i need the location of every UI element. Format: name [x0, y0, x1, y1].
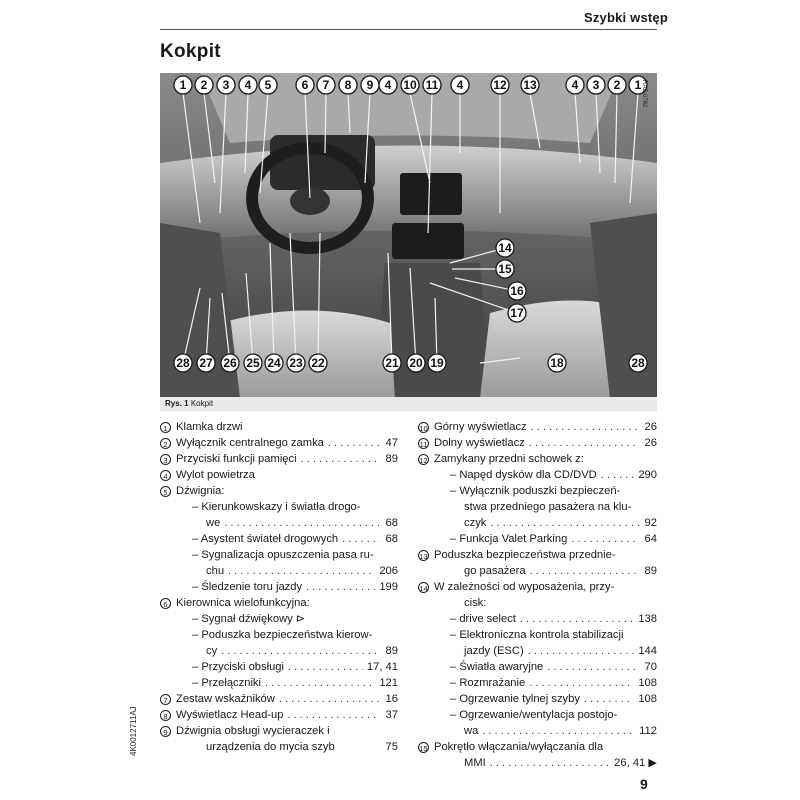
legend-text: urządzenia do mycia szyb [206, 741, 335, 753]
leader-dots [287, 707, 380, 723]
leader-dots [601, 467, 635, 483]
callout-8: 8 [344, 78, 352, 92]
leader-dots [306, 579, 375, 595]
legend-number-circle: 14 [419, 583, 428, 593]
leader-dots [584, 691, 634, 707]
legend-text: Przyciski funkcji pamięci [176, 453, 297, 465]
legend-right-column [418, 419, 657, 771]
legend-row [160, 515, 398, 531]
legend-row [418, 483, 657, 499]
legend-text: Klamka drzwi [176, 421, 243, 433]
callout-7: 7 [322, 78, 330, 92]
legend-page-ref: 199 [379, 581, 398, 593]
legend-row [418, 547, 657, 563]
section-header: Szybki wstęp [583, 10, 668, 25]
legend-number-circle: 11 [419, 439, 428, 449]
callout-17: 17 [510, 306, 524, 320]
legend-number [160, 691, 176, 707]
callout-21: 21 [385, 356, 399, 370]
page-number: 9 [640, 776, 648, 792]
legend-page-ref: 108 [638, 693, 657, 705]
legend-text: cisk: [464, 597, 487, 609]
leader-dots [547, 659, 639, 675]
legend-row [418, 451, 657, 467]
legend-row [160, 483, 398, 499]
callout-15: 15 [498, 262, 512, 276]
callout-22: 22 [311, 356, 325, 370]
legend-left-column [160, 419, 398, 755]
legend-number-circle: 13 [419, 551, 428, 561]
legend-number-circle: 7 [160, 694, 171, 705]
legend-text: MMI [464, 757, 486, 769]
callout-12: 12 [493, 78, 507, 92]
legend-row [418, 707, 657, 723]
legend-row [418, 499, 657, 515]
callout-4b: 4 [384, 78, 392, 92]
leader-dots [328, 435, 380, 451]
legend-page-ref: 47 [385, 437, 398, 449]
legend-row [160, 451, 398, 467]
legend-number [160, 467, 176, 483]
legend-page-ref: 206 [379, 565, 398, 577]
callout-1b: 1 [634, 78, 642, 92]
callout-11: 11 [425, 78, 439, 92]
cockpit-figure [160, 73, 657, 398]
legend-text: stwa przedniego pasażera na klu- [464, 501, 632, 513]
legend-row [160, 531, 398, 547]
legend-text: czyk [464, 517, 487, 529]
legend-text: Wylot powietrza [176, 469, 255, 481]
legend-number [418, 579, 434, 595]
leader-dots [571, 531, 639, 547]
legend-text: jazdy (ESC) [464, 645, 524, 657]
legend-row [418, 595, 657, 611]
legend-text: Zamykany przedni schowek z: [434, 453, 584, 465]
legend-row [160, 739, 398, 755]
document-code: 4K0012711AJ [129, 706, 138, 756]
legend-page-ref: 16 [385, 693, 398, 705]
legend-row [160, 643, 398, 659]
callout-14: 14 [498, 241, 512, 255]
legend-text: – Asystent świateł drogowych [192, 533, 339, 545]
legend-text: – Poduszka bezpieczeństwa kierow- [192, 629, 373, 641]
legend-page-ref: 26 [644, 437, 657, 449]
legend-text: – drive select [450, 613, 516, 625]
legend-page-ref: 89 [385, 453, 398, 465]
legend-row [160, 723, 398, 739]
legend-number-circle: 1 [160, 422, 171, 433]
legend-text: – Wyłącznik poduszki bezpieczeń- [450, 485, 621, 497]
legend-row [160, 707, 398, 723]
legend-row [418, 531, 657, 547]
legend-row [418, 739, 657, 755]
legend-page-ref: 26 [644, 421, 657, 433]
legend-text: – Ogrzewanie tylnej szyby [450, 693, 580, 705]
legend-number [418, 739, 434, 755]
callout-2b: 2 [613, 78, 621, 92]
legend-row [160, 419, 398, 435]
callout-19: 19 [430, 356, 444, 370]
callout-20: 20 [409, 356, 423, 370]
leader-dots [221, 643, 380, 659]
legend-row [160, 691, 398, 707]
legend-page-ref: 89 [385, 645, 398, 657]
legend-page-ref: 89 [644, 565, 657, 577]
callout-1: 1 [179, 78, 187, 92]
callout-4: 4 [244, 78, 252, 92]
legend-number [160, 435, 176, 451]
legend-page-ref: 290 [638, 469, 657, 481]
legend-page-ref: 68 [385, 517, 398, 529]
leader-dots [265, 675, 375, 691]
legend-number-circle: 6 [160, 598, 171, 609]
legend-text: – Funkcja Valet Parking [450, 533, 568, 545]
legend-number-circle: 15 [419, 743, 428, 753]
leader-dots [224, 515, 380, 531]
legend-page-ref: 92 [644, 517, 657, 529]
legend-number-circle: 3 [160, 454, 171, 465]
legend-row [418, 643, 657, 659]
legend-text: Poduszka bezpieczeństwa przednie- [434, 549, 616, 561]
legend-page-ref: 112 [639, 725, 657, 737]
legend-number [160, 483, 176, 499]
legend-number [160, 707, 176, 723]
leader-dots [490, 515, 639, 531]
legend-row [418, 755, 657, 771]
legend-number [160, 451, 176, 467]
legend-row [160, 627, 398, 643]
callout-10: 10 [403, 78, 417, 92]
callout-4d: 4 [571, 78, 579, 92]
legend-row [160, 563, 398, 579]
leader-dots [228, 563, 375, 579]
callout-23: 23 [289, 356, 303, 370]
legend-row [418, 659, 657, 675]
leader-dots [482, 723, 635, 739]
callout-27: 27 [199, 356, 213, 370]
legend-text: Dźwignia: [176, 485, 225, 497]
callout-28b: 28 [631, 356, 645, 370]
callout-25: 25 [246, 356, 260, 370]
legend-text: – Przełączniki [192, 677, 262, 689]
legend-text: – Śledzenie toru jazdy [192, 581, 303, 593]
callout-3: 3 [222, 78, 230, 92]
legend-text: – Kierunkowskazy i światła drogo- [192, 501, 361, 513]
legend-number [418, 451, 434, 467]
callout-2: 2 [200, 78, 208, 92]
legend-text: Wyświetlacz Head-up [176, 709, 284, 721]
callout-4c: 4 [456, 78, 464, 92]
leader-dots [530, 563, 639, 579]
legend-number-circle: 4 [160, 470, 171, 481]
leader-dots [301, 451, 380, 467]
legend-number-circle: 5 [160, 486, 171, 497]
legend-row [160, 611, 398, 627]
leader-dots [288, 659, 363, 675]
legend-text: Dolny wyświetlacz [434, 437, 525, 449]
legend-row [160, 467, 398, 483]
figure-caption [165, 399, 213, 408]
legend-row [418, 467, 657, 483]
legend-number [160, 595, 176, 611]
callout-5: 5 [264, 78, 272, 92]
legend-page-ref: 26, 41 ▶ [614, 757, 657, 769]
legend-text: go pasażera [464, 565, 526, 577]
legend-row [160, 579, 398, 595]
legend-row [418, 627, 657, 643]
leader-dots [279, 691, 380, 707]
legend-text: Pokrętło włączania/wyłączania dla [434, 741, 604, 753]
legend-row [418, 675, 657, 691]
leader-dots [490, 755, 610, 771]
legend-text: we [206, 517, 221, 529]
legend-text: Dźwignia obsługi wycieraczek i [176, 725, 330, 737]
legend-page-ref: 64 [644, 533, 657, 545]
legend-row [160, 675, 398, 691]
legend-text: – Rozmrażanie [450, 677, 526, 689]
legend-number [418, 547, 434, 563]
legend-row [160, 659, 398, 675]
legend-text: – Elektroniczna kontrola stabilizacji [450, 629, 624, 641]
leader-dots [528, 643, 635, 659]
legend-row [160, 547, 398, 563]
legend-text: chu [206, 565, 225, 577]
legend-number-circle: 9 [160, 726, 171, 737]
callout-26: 26 [223, 356, 237, 370]
legend-text: Zestaw wskaźników [176, 693, 275, 705]
legend-row [160, 595, 398, 611]
legend-number [160, 419, 176, 435]
callout-13: 13 [523, 78, 537, 92]
legend-row [418, 579, 657, 595]
legend-number-circle: 10 [419, 423, 428, 433]
legend-row [418, 419, 657, 435]
legend-text: Kierownica wielofunkcyjna: [176, 597, 310, 609]
legend-page-ref: 144 [638, 645, 657, 657]
legend-page-ref: 138 [638, 613, 657, 625]
legend-row [418, 435, 657, 451]
legend-page-ref: 108 [638, 677, 657, 689]
callout-16: 16 [510, 284, 524, 298]
legend-number [418, 419, 434, 435]
legend-page-ref: 17, 41 [366, 661, 398, 673]
leader-dots [529, 675, 634, 691]
caption-label: Rys. 1 [165, 399, 189, 408]
legend-number-circle: 2 [160, 438, 171, 449]
legend-number-circle: 8 [160, 710, 171, 721]
legend-text: – Sygnalizacja opuszczenia pasa ru- [192, 549, 374, 561]
legend-text: cy [206, 645, 218, 657]
caption-text: Kokpit [190, 399, 214, 408]
legend-number-circle: 12 [419, 455, 428, 465]
caption-band [160, 397, 657, 411]
header-rule [160, 29, 657, 30]
leader-dots [520, 611, 634, 627]
leader-dots [531, 419, 639, 435]
leader-dots [529, 435, 639, 451]
legend-row [160, 435, 398, 451]
legend-page-ref: 70 [644, 661, 657, 673]
legend-row [418, 563, 657, 579]
callout-18: 18 [550, 356, 564, 370]
legend-text: – Ogrzewanie/wentylacja postojo- [450, 709, 618, 721]
callout-28: 28 [176, 356, 190, 370]
legend-page-ref: 68 [385, 533, 398, 545]
legend-page-ref: 75 [385, 741, 398, 753]
legend-text: Górny wyświetlacz [434, 421, 527, 433]
legend-number [418, 435, 434, 451]
callout-24: 24 [267, 356, 281, 370]
legend-text: wa [464, 725, 479, 737]
leader-dots [342, 531, 380, 547]
legend-text: W zależności od wyposażenia, przy- [434, 581, 615, 593]
legend-page-ref: 37 [385, 709, 398, 721]
legend-text: – Światła awaryjne [450, 661, 544, 673]
legend-row [418, 611, 657, 627]
legend-number [160, 723, 176, 739]
legend-row [418, 723, 657, 739]
legend-text: – Napęd dysków dla CD/DVD [450, 469, 597, 481]
figure-code: RAZ-0782 [641, 80, 647, 108]
cockpit-illustration [160, 73, 657, 398]
callout-3b: 3 [592, 78, 600, 92]
callout-6: 6 [301, 78, 309, 92]
callout-9: 9 [366, 78, 374, 92]
legend-row [160, 499, 398, 515]
legend-text: – Sygnał dźwiękowy ⊳ [192, 613, 306, 625]
legend-row [418, 515, 657, 531]
legend-text: – Przyciski obsługi [192, 661, 285, 673]
legend-row [418, 691, 657, 707]
page-title: Kokpit [160, 41, 221, 62]
legend-text: Wyłącznik centralnego zamka [176, 437, 324, 449]
legend-page-ref: 121 [379, 677, 398, 689]
